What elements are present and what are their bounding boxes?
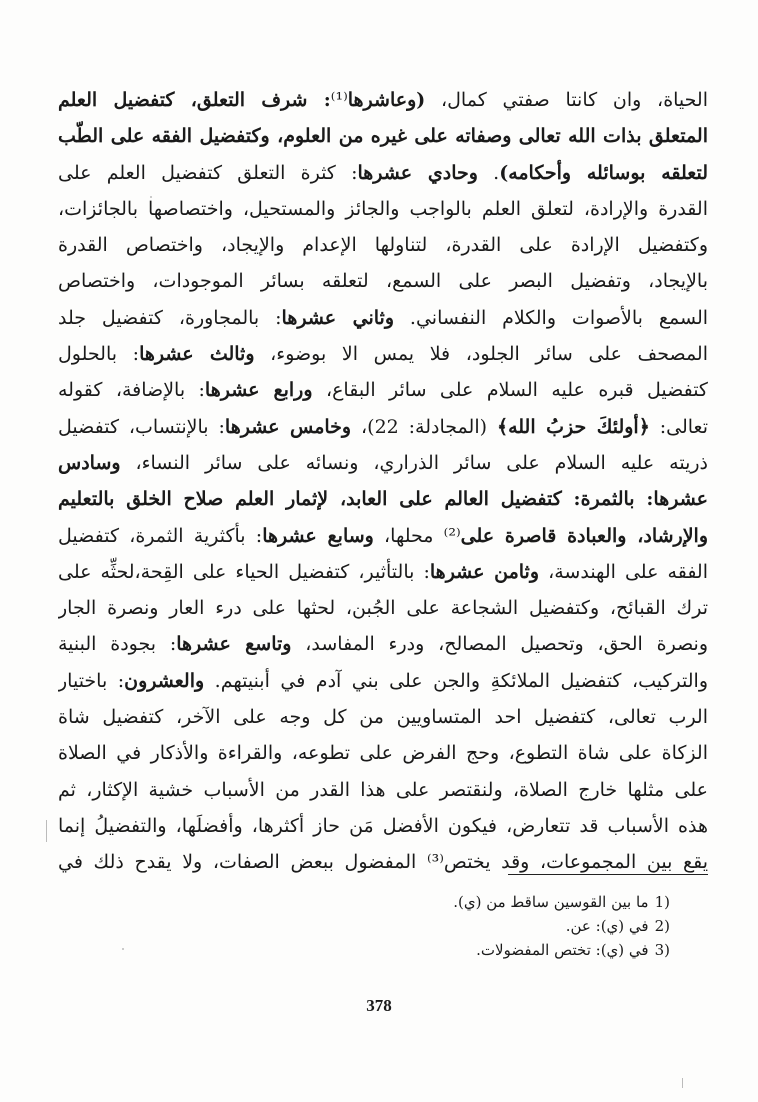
- bold-segment: (وعاشرها: [347, 89, 426, 111]
- text-line: [58, 336, 708, 372]
- bold-segment: ورابع عشرها: [204, 379, 313, 402]
- text-line: [58, 82, 708, 118]
- text-segment: محلها،: [373, 524, 444, 547]
- text-segment: هذه الأسباب قد تتعارض، فيكون الأفضل مَن حاز أكثرها، وأفضلَها، والتفضيلُ إنما: [58, 814, 708, 837]
- text-segment: القدرة والإرادة، لتعلق العلم بالواجب والجائز والمستحيل، واختصاصها بالجائزات،: [58, 197, 708, 220]
- bold-segment: وثاني عشرها: [281, 306, 394, 329]
- text-line: [58, 772, 708, 808]
- text-segment: تعالى:: [649, 415, 708, 438]
- text-segment: على مثلها خارج الصلاة، ولنقتصر على هذا القدر من الأسباب خشية الإكثار، ثم: [58, 778, 708, 801]
- footnote-number: (3: [654, 941, 670, 959]
- footnote-text: في (ي): عن.: [565, 917, 649, 935]
- footnotes: [250, 890, 670, 962]
- text-segment: : باختيار: [58, 669, 125, 692]
- text-line: [58, 263, 708, 299]
- text-segment: السمع بالأصوات والكلام النفساني.: [394, 306, 708, 329]
- footnote-number: (1: [654, 893, 670, 911]
- text-line: [58, 554, 708, 590]
- text-line: [58, 409, 708, 445]
- text-segment: : كثرة التعلق كتفضيل العلم على: [58, 161, 358, 184]
- text-segment: : بالإضافة، كقوله: [58, 379, 205, 402]
- text-segment: كتفضيل قبره عليه السلام على سائر البقاع،: [312, 379, 708, 402]
- text-line: [58, 663, 708, 699]
- text-line: [58, 626, 708, 662]
- text-line: [58, 699, 708, 735]
- footnote-text: ما بين القوسين ساقط من (ي).: [453, 893, 649, 911]
- bold-segment: وثالث عشرها: [139, 343, 255, 366]
- text-segment: (المجادلة: 22)،: [351, 415, 497, 438]
- bold-segment: ﴿أولئكَ حزبُ الله﴾: [496, 415, 650, 438]
- text-line: [58, 118, 708, 154]
- page-number: 378: [366, 996, 392, 1015]
- text-segment: : بالإنتساب، كتفضيل: [58, 415, 225, 438]
- text-segment: : بجودة البنية: [58, 633, 177, 656]
- text-segment: الزكاة على شاة التطوع، وحج الفرض على تطوعه، والقراءة والأذكار في الصلاة: [58, 742, 708, 765]
- text-line: [58, 191, 708, 227]
- footnote-separator: [508, 874, 708, 875]
- text-segment: الرب تعالى، كتفضيل احد المتساويين من كل وجه على الآخر، كتفضيل شاة: [58, 706, 708, 729]
- text-line: [58, 300, 708, 336]
- text-line: [58, 808, 708, 844]
- bold-segment: وثامن عشرها: [429, 560, 540, 583]
- footnote-text: في (ي): تختص المفضولات.: [476, 941, 649, 959]
- text-segment: : بالمجاورة، كتفضيل جلد: [58, 306, 282, 329]
- text-line: [58, 227, 708, 263]
- text-segment: ذريته عليه السلام على سائر الذراري، ونسائه على سائر النساء،: [120, 451, 708, 474]
- text-line: [58, 372, 708, 408]
- text-segment: : بأكثرية الثمرة، كتفضيل: [58, 524, 263, 547]
- text-segment: : بالحلول: [58, 343, 140, 366]
- bold-segment: لتعلقه بوسائله وأحكامه): [499, 161, 708, 184]
- text-segment: : بالتأثير، كتفضيل الحياء على القِحة،لحثِّه على: [58, 560, 430, 583]
- footnote-number: (2: [654, 917, 670, 935]
- text-segment: المصحف على سائر الجلود، فلا يمس الا بوضوء،: [254, 343, 708, 366]
- text-segment: الفقه على الهندسة،: [539, 560, 708, 583]
- scan-speck: [122, 948, 124, 950]
- text-line: [58, 445, 708, 481]
- scan-speck: [46, 820, 47, 842]
- text-line: [58, 590, 708, 626]
- footnote: [250, 890, 670, 914]
- bold-segment: عشرها: بالثمرة: كتفضيل العالم على العابد، لإثمار العلم صلاح الخلق بالتعليم: [58, 488, 708, 511]
- text-line: [58, 155, 708, 191]
- text-segment: المفضول ببعض الصفات، ولا يقدح ذلك في: [58, 851, 427, 874]
- text-line: [58, 735, 708, 771]
- bold-segment: وسادس: [58, 451, 121, 474]
- text-segment: ⁽¹⁾: [330, 89, 348, 111]
- text-segment: ونصرة الحق، وتحصيل المصالح، ودرء المفاسد،: [291, 633, 708, 656]
- text-line: [58, 518, 708, 554]
- text-line: [58, 844, 708, 880]
- text-segment: بالإيجاد، وتفضيل البصر على السمع، لتعلقه بسائر الموجودات، واختصاص: [58, 270, 708, 293]
- text-segment: يقع بين المجموعات، وقد يختص: [443, 851, 708, 874]
- bold-segment: وحادي عشرها: [357, 161, 478, 184]
- bold-segment: وسابع عشرها: [262, 524, 374, 547]
- scan-speck: [682, 1078, 683, 1088]
- text-segment: الحياة، وان كانتا صفتي كمال،: [425, 89, 708, 111]
- main-text: [58, 82, 708, 881]
- text-line: [58, 481, 708, 517]
- text-segment: وكتفضيل الإرادة على القدرة، لتناولها الإعدام والإيجاد، واختصاص القدرة: [58, 234, 708, 257]
- scan-speck: [150, 196, 152, 198]
- footnote: [250, 914, 670, 938]
- text-segment: .: [477, 161, 500, 184]
- bold-segment: والعشرون: [124, 669, 205, 692]
- text-segment: ترك القبائح، وكتفضيل الشجاعة على الجُبن، لحثها على درء العار ونصرة الجار: [58, 597, 708, 620]
- bold-segment: وخامس عشرها: [224, 415, 352, 438]
- footnote: [250, 938, 670, 962]
- text-segment: ⁽³⁾: [426, 851, 444, 874]
- text-segment: والتركيب، كتفضيل الملائكةِ والجن على بني آدم في أبنيتهم.: [204, 669, 708, 692]
- text-segment: ⁽²⁾: [443, 524, 461, 547]
- bold-segment: والإرشاد، والعبادة قاصرة على: [460, 524, 708, 547]
- bold-segment: : شرف التعلق، كتفضيل العلم: [58, 89, 331, 111]
- bold-segment: وتاسع عشرها: [176, 633, 292, 656]
- bold-segment: المتعلق بذات الله تعالى وصفاته على غيره من العلوم، وكتفضيل الفقه على الطّب: [58, 125, 708, 148]
